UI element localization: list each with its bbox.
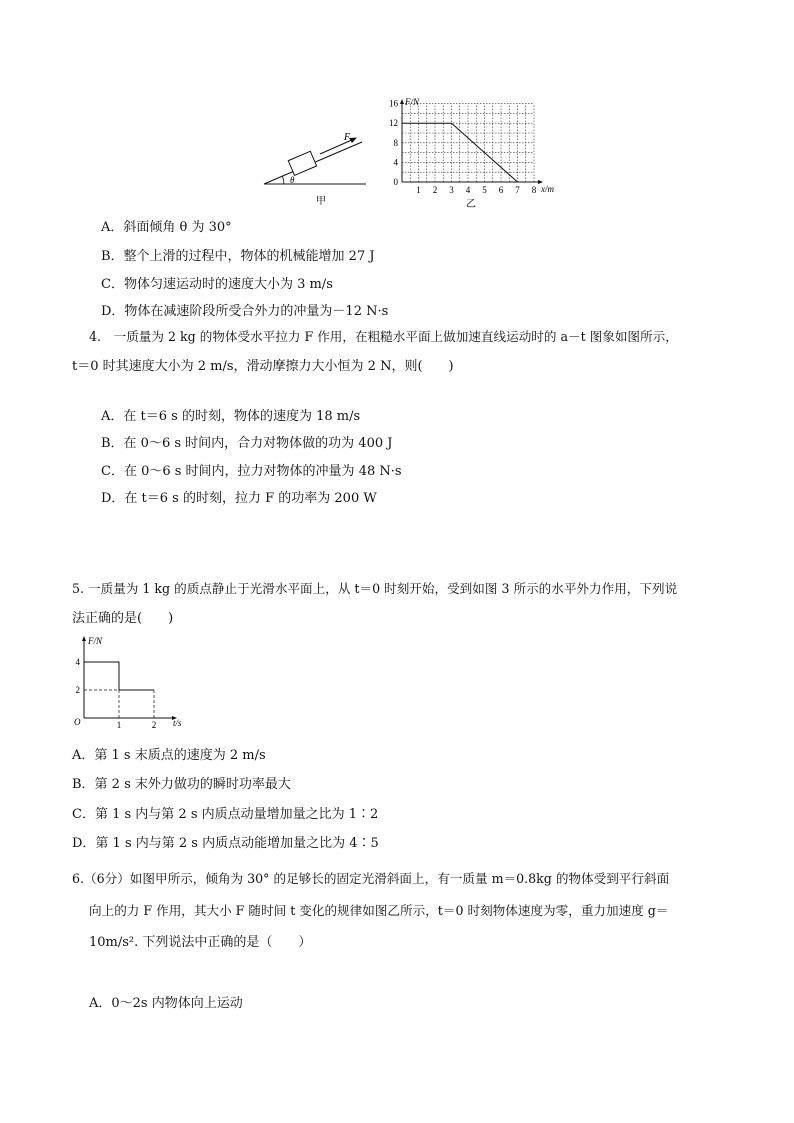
incline-caption: 甲	[316, 196, 326, 207]
y-axis-label: F/N	[88, 636, 103, 646]
q5-option-c: C．第 1 s 内与第 2 s 内质点动量增加量之比为 1∶2	[72, 807, 379, 822]
y-tick-label: 4	[75, 657, 80, 667]
q4-option-b: B．在 0～6 s 时间内，合力对物体做的功为 400 J	[101, 436, 393, 451]
x-tick-label: 6	[498, 185, 504, 195]
force-step-curve	[84, 662, 154, 690]
force-displacement-graph	[376, 96, 561, 212]
q5-option-a: A．第 1 s 末质点的速度为 2 m/s	[72, 748, 266, 763]
x-tick-label: 2	[151, 720, 157, 730]
q3-option-c: C．物体匀速运动时的速度大小为 3 m/s	[101, 277, 333, 292]
q6-stem-line3: 10m/s². 下列说法中正确的是（ ）	[89, 935, 312, 950]
x-tick-label: 4	[465, 185, 471, 195]
incline-figure	[258, 128, 368, 208]
q4-option-c: C．在 0～6 s 时间内，拉力对物体的冲量为 48 N·s	[101, 464, 402, 479]
q3-option-b: B．整个上滑的过程中，物体的机械能增加 27 J	[101, 249, 375, 264]
y-axis-arrow	[400, 99, 404, 104]
y-tick-label: 16	[389, 98, 398, 109]
y-tick-label: 12	[389, 118, 398, 129]
graph-grid	[402, 104, 534, 182]
x-tick-label: 7	[515, 185, 520, 195]
q3-option-d: D．物体在减速阶段所受合外力的冲量为－12 N·s	[101, 304, 389, 319]
y-tick-label: 4	[393, 157, 398, 168]
angle-arc	[283, 176, 285, 184]
q4-option-d: D．在 t＝6 s 的时刻，拉力 F 的功率为 200 W	[101, 491, 377, 506]
y-axis-label: F/N	[405, 97, 420, 107]
q5-option-d: D．第 1 s 内与第 2 s 内质点动能增加量之比为 4∶5	[72, 836, 379, 851]
q5-stem-line2: 法正确的是( )	[72, 611, 174, 626]
x-tick-label: 2	[432, 185, 438, 195]
x-tick-label: 1	[416, 185, 421, 195]
q6-option-a: A．0～2s 内物体向上运动	[89, 996, 243, 1011]
q4-option-a: A．在 t＝6 s 的时刻，物体的速度为 18 m/s	[101, 409, 361, 424]
force-label: F	[344, 132, 351, 143]
y-axis-arrow	[82, 636, 86, 641]
x-tick-label: 5	[482, 185, 487, 195]
origin-label: O	[74, 717, 81, 727]
y-tick-label: 2	[75, 685, 80, 695]
q6-stem-line2: 向上的力 F 作用，其大小 F 随时间 t 变化的规律如图乙所示，t＝0 时刻物体速度为零，重力加速度 g＝	[89, 903, 669, 918]
q4-stem-line2: t＝0 时其速度大小为 2 m/s，滑动摩擦力大小恒为 2 N，则( )	[72, 359, 454, 374]
q5-stem-line1: 5. 一质量为 1 kg 的质点静止于光滑水平面上，从 t＝0 时刻开始，受到如图 3 所示的水平外力作用，下列说	[72, 581, 678, 596]
x-tick-label: 3	[449, 185, 454, 195]
force-time-graph	[70, 632, 200, 732]
q4-stem-line1: 4. 一质量为 2 kg 的物体受水平拉力 F 作用，在粗糙水平面上做加速直线运动时的 a－t 图象如图所示，	[89, 329, 678, 344]
x-axis-label: t/s	[173, 718, 182, 728]
q5-option-b: B．第 2 s 末外力做功的瞬时功率最大	[72, 777, 291, 792]
angle-label: θ	[290, 175, 295, 185]
incline-block	[288, 151, 316, 175]
q6-stem-line1: 6.（6分）如图甲所示，倾角为 30° 的足够长的固定光滑斜面上，有一质量 m＝0.8kg 的物体受到平行斜面	[72, 871, 670, 886]
y-tick-label: 0	[393, 177, 398, 187]
graph-caption: 乙	[466, 199, 476, 210]
q3-option-a: A．斜面倾角 θ 为 30°	[101, 220, 232, 235]
x-axis-label: x/m	[541, 184, 554, 194]
y-tick-label: 8	[393, 137, 398, 148]
x-tick-label: 1	[116, 720, 122, 730]
x-tick-label: 8	[531, 185, 537, 195]
